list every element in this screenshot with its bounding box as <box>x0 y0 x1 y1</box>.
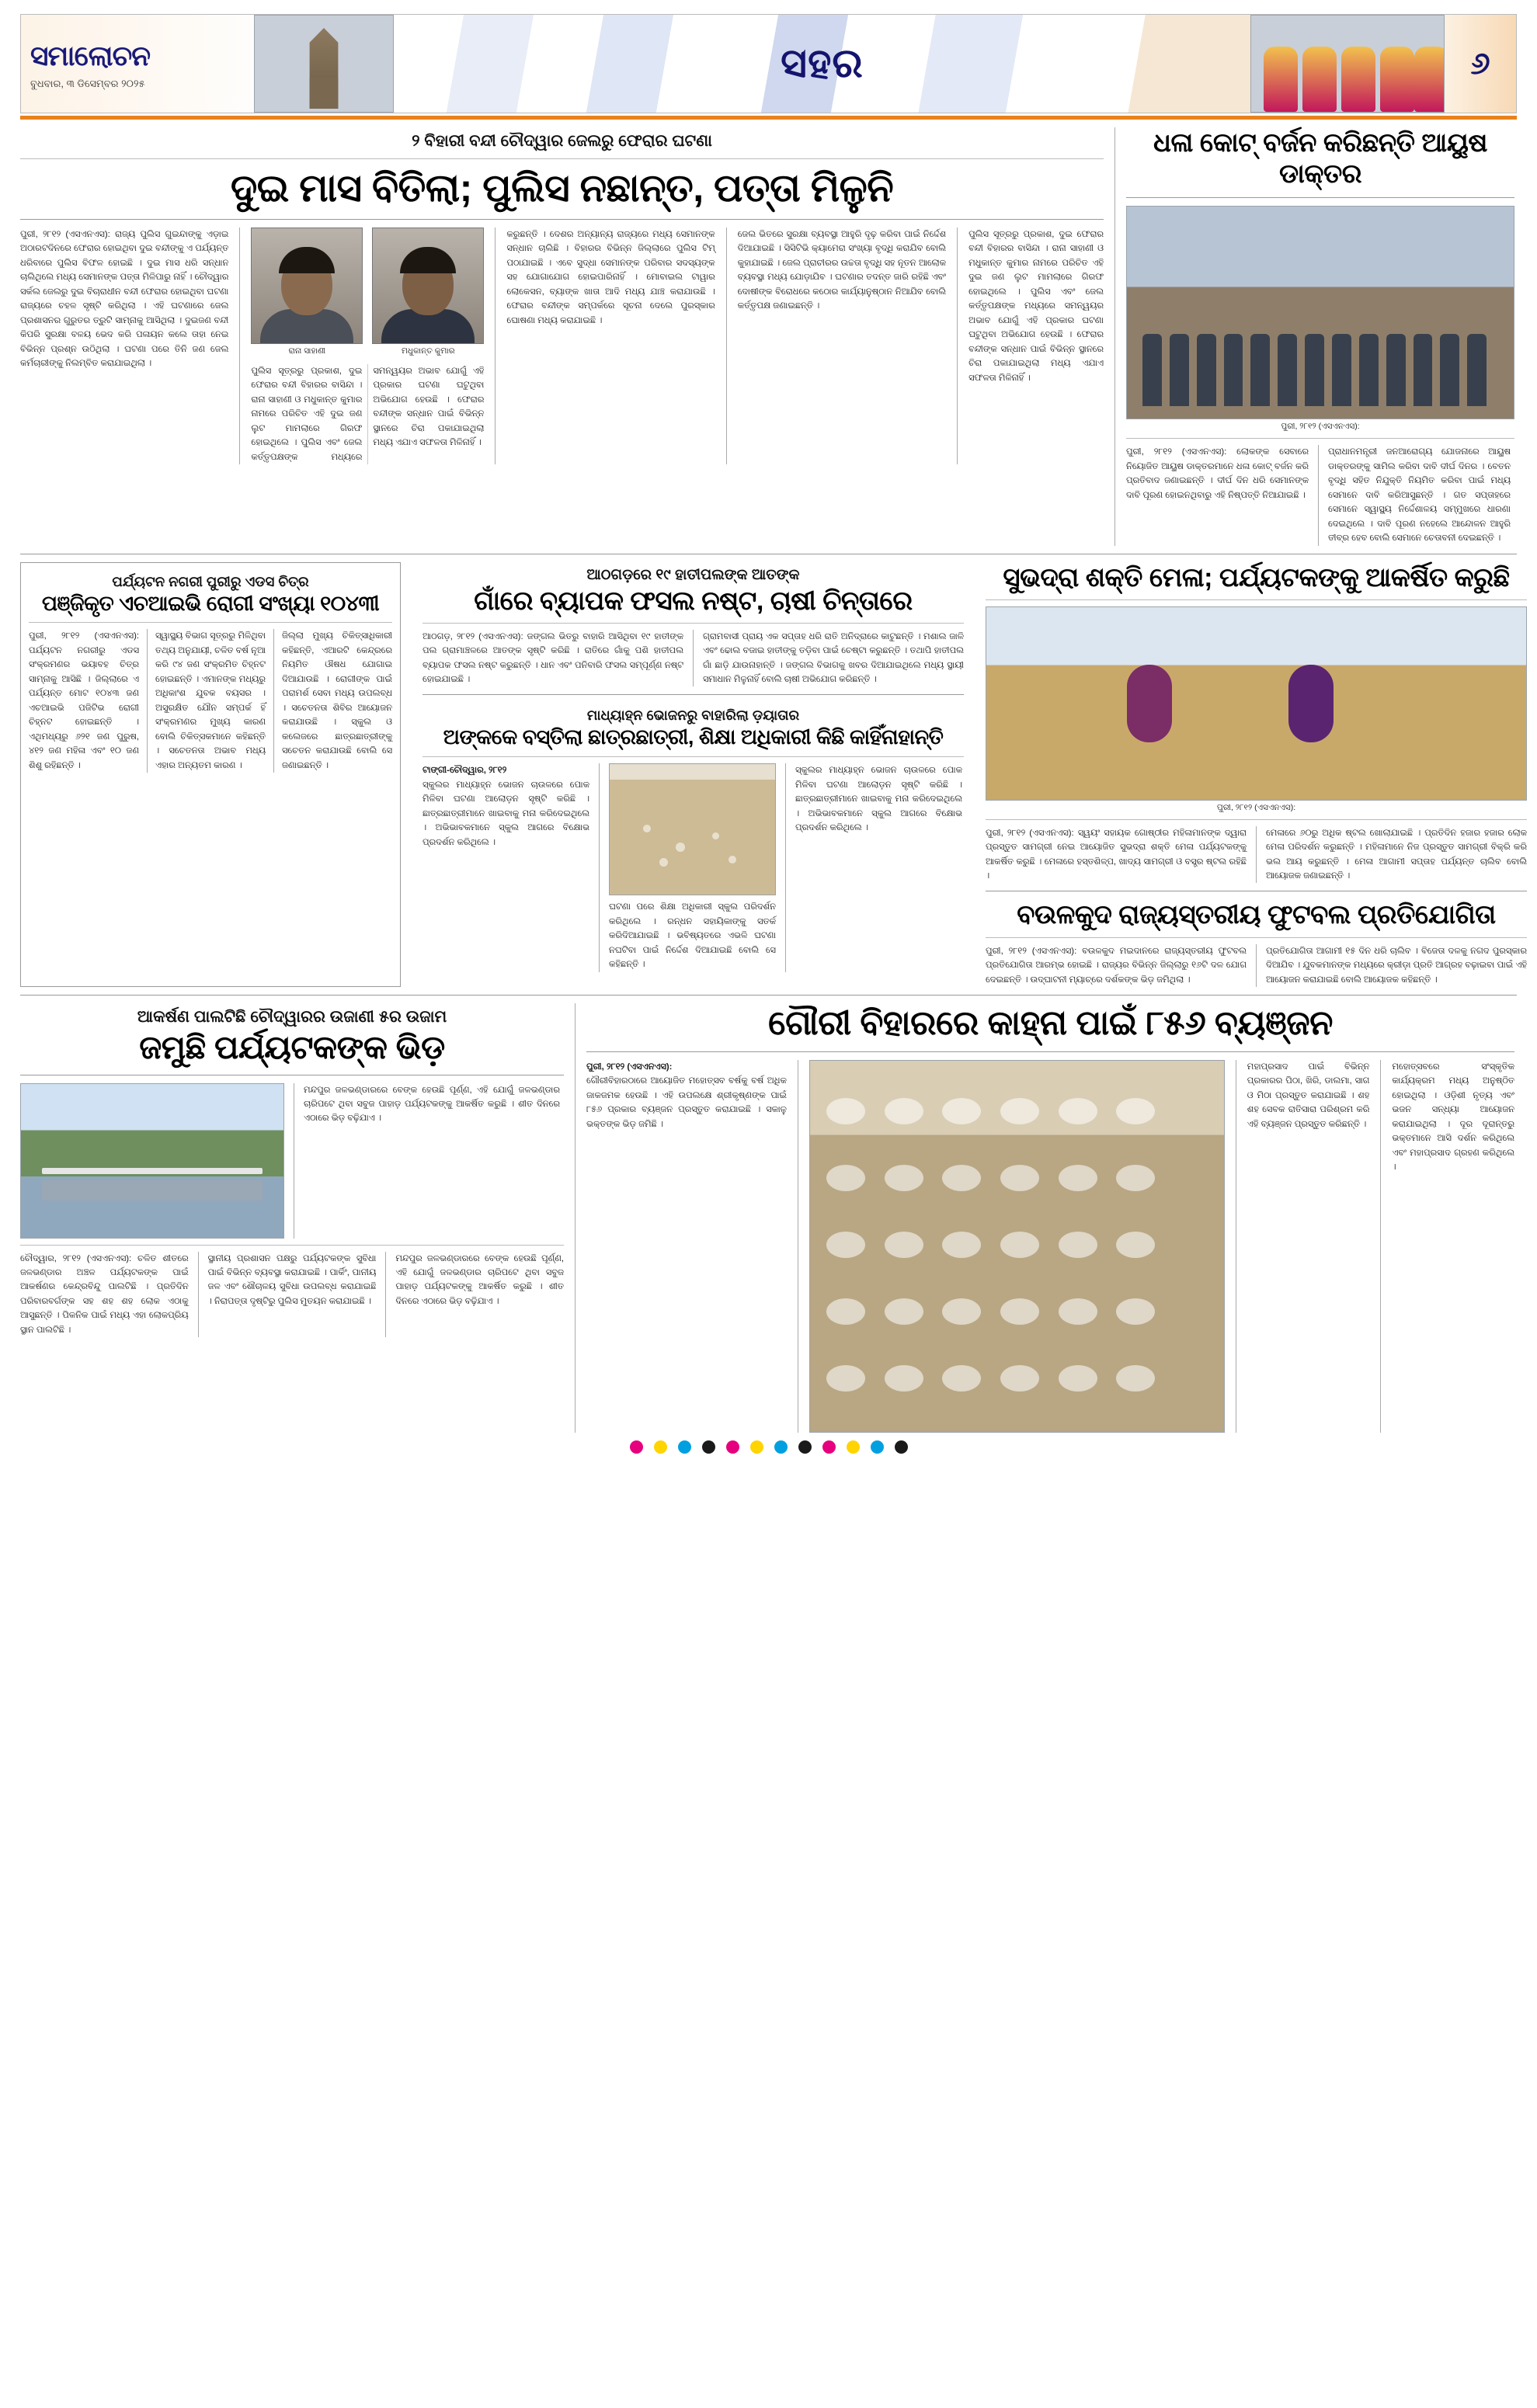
column-rule <box>785 763 786 971</box>
divider <box>423 623 964 624</box>
lead-col-4 <box>738 228 946 464</box>
divider <box>986 937 1527 938</box>
midday-kicker: ମାଧ୍ୟାହ୍ନ ଭୋଜନରୁ ବାହାରିଲା ଡ଼ୟାତାର <box>586 707 800 724</box>
dancer-figure <box>1302 47 1337 112</box>
lead-col-1-text: ପୁରୀ, ୨୮୧୨ (ଏସଏନଏସ): ରାଜ୍ୟ ପୁଲିସ ଗୁଇନ୍ଦାଙ୍କୁ ଏଡ଼ାଇ ଅଠାରଟଦିନରେ ଫେରାର ହୋଇଥିବା ଦୁଇ ବନ୍ଦୀଙ୍କୁ ଏ ପର୍ଯ୍ୟନ୍ତ ଧରିବାରେ ପୁଲିସ ବିଫଳ ହୋଇଛି । ଦୁଇ ମାସ ଧରି ସନ୍ଧାନ ଚାଲିଥିଲେ ମଧ୍ୟ ସେମାନଙ୍କ ପତ୍ତା ମିଳିପାରୁ ନାହିଁ । ଚୌଦ୍ୱାର ସର୍କଲ ଜେଲରୁ ଦୁଇ ବିଚାରାଧୀନ ବନ୍ଦୀ ଫେରାର ହୋଇଥିବା ଘଟଣା ରାଜ୍ୟରେ ଚହଳ ସୃଷ୍ଟି କରିଥିଲା । ଏହି ଘଟଣାରେ ଜେଲ ପ୍ରଶାସନର ଗୁରୁତର ତ୍ରୁଟି ସାମ୍ନାକୁ ଆସିଥିଲା । ଦୁଇଜଣ ବନ୍ଦୀ କିପରି ସୁରକ୍ଷା ବଳୟ ଭେଦ କରି ପଳାୟନ କଲେ ତାହା ନେଇ ବିଭିନ୍ନ ପ୍ରଶ୍ନ ଉଠିଥିଲା । ଘଟଣା ପରେ ତିନି ଜଣ ଜେଲ କର୍ମଚାରୀଙ୍କୁ ନିଲମ୍ବିତ କରାଯାଇଥିଲା । <box>20 230 229 369</box>
masthead-rule <box>20 116 1517 120</box>
gauri-dateline: ପୁରୀ, ୨୮୧୨ (ଏସଏନଏସ): <box>586 1062 673 1072</box>
lead-col-3-text: କରୁଛନ୍ତି । ଦେଶର ଅନ୍ୟାନ୍ୟ ରାଜ୍ୟରେ ମଧ୍ୟ ସେମାନଙ୍କ ସନ୍ଧାନ ଚାଲିଛି । ବିହାରର ବିଭିନ୍ନ ଜିଲ୍ଲାରେ ପୁଲିସ ଟିମ୍ ପଠାଯାଇଛି । ଏବେ ସୁଦ୍ଧା ସେମାନଙ୍କ ପରିବାର ସଦସ୍ୟଙ୍କ ସହ ଯୋଗାଯୋଗ ହୋଇପାରିନାହିଁ । ମୋବାଇଲ ଟାୱାର ଲୋକେସନ, ବ୍ୟାଙ୍କ ଖାତା ଆଦି ମଧ୍ୟ ଯାଞ୍ଚ କରାଯାଉଛି । ଫେରାର ବନ୍ଦୀଙ୍କ ସମ୍ପର୍କରେ ସୂଚନା ଦେଲେ ପୁରସ୍କାର ଘୋଷଣା ମଧ୍ୟ କରାଯାଇଛି । <box>506 230 715 325</box>
gauri-col-2-text: ମହାପ୍ରସାଦ ପାଇଁ ବିଭିନ୍ନ ପ୍ରକାରର ପିଠା, ଖିରି, ଡାଲମା, ସାଗ ଓ ମିଠା ପ୍ରସ୍ତୁତ କରାଯାଇଛି । ଶହ ଶହ ସେବକ ରାତିସାରା ପରିଶ୍ରମ କରି ଏହି ବ୍ୟଞ୍ଜନ ପ୍ରସ୍ତୁତ କରିଛନ୍ତି । <box>1247 1062 1370 1129</box>
midday-col-1-text: ସ୍କୁଲର ମାଧ୍ୟାହ୍ନ ଭୋଜନ ଚାଉଳରେ ପୋକ ମିଳିବା ଘଟଣା ଆଲୋଡ଼ନ ସୃଷ୍ଟି କରିଛି । ଛାତ୍ରଛାତ୍ରୀମାନେ ଖାଇବାକୁ ମନା କରିଦେଇଥିଲେ । ଅଭିଭାବକମାନେ ସ୍କୁଲ ଆଗରେ ବିକ୍ଷୋଭ ପ୍ରଦର୍ଶନ କରିଥିଲେ । <box>423 780 589 847</box>
tourist-intro-text: ମନ୍ଦପୁର ଜଳଭଣ୍ଡାରରେ ବେଙ୍କ ହେଉଛି ପୂର୍ଣ୍ଣ, ଏହି ଯୋଗୁଁ ଜଳଭଣ୍ଡାର ଚାରିପଟେ ଥିବା ସବୁଜ ପାହାଡ଼ ପର୍ଯ୍ୟଟକଙ୍କୁ ଆକର୍ଷିତ କରୁଛି । ଶୀତ ଦିନରେ ଏଠାରେ ଭିଡ଼ ବଢ଼ିଯାଏ । <box>304 1085 560 1124</box>
section-rule <box>1114 127 1115 546</box>
publication-date: ବୁଧବାର, ୩ ଡିସେମ୍ବର ୨୦୨୫ <box>30 77 145 89</box>
publication-logo: ସମାଲୋଚନ <box>30 40 151 72</box>
fair-col-2-text: ମେଳାରେ ୬୦ରୁ ଅଧିକ ଷ୍ଟଲ ଖୋଲାଯାଇଛି । ପ୍ରତିଦିନ ହଜାର ହଜାର ଲୋକ ମେଳା ପରିଦର୍ଶନ କରୁଛନ୍ତି । ମହିଳାମାନେ ନିଜ ପ୍ରସ୍ତୁତ ସାମଗ୍ରୀ ବିକ୍ରି କରି ଭଲ ଆୟ କରୁଛନ୍ତି । ମେଳା ଆଗାମୀ ସପ୍ତାହ ପର୍ଯ୍ୟନ୍ତ ଚାଲିବ ବୋଲି ଆୟୋଜକ ଜଣାଇଛନ୍ତି । <box>1266 828 1527 881</box>
midday-headline: ଅଙ୍କକେ ବସ୍ତିଲା ଛାତ୍ରଛାତ୍ରୀ, ଶିକ୍ଷା ଅଧିକାରୀ କିଛି କାହିଁନାହାନ୍ତି <box>443 725 944 749</box>
top-section <box>20 127 1517 546</box>
middle-center-column <box>423 562 964 988</box>
tourist-col-3-text: ମନ୍ଦପୁର ଜଳଭଣ୍ଡାରରେ ବେଙ୍କ ହେଉଛି ପୂର୍ଣ୍ଣ, ଏହି ଯୋଗୁଁ ଜଳଭଣ୍ଡାର ଚାରିପଟେ ଥିବା ସବୁଜ ପାହାଡ଼ ପର୍ଯ୍ୟଟକଙ୍କୁ ଆକର୍ଷିତ କରୁଛି । ଶୀତ ଦିନରେ ଏଠାରେ ଭିଡ଼ ବଢ଼ିଯାଏ । <box>395 1253 564 1306</box>
elephant-article <box>423 562 964 687</box>
dam-photo <box>20 1083 284 1239</box>
fair-photo-caption: ପୁରୀ, ୨୮୧୨ (ଏସଏନଏସ): <box>1216 802 1296 812</box>
masthead-temple-photo <box>254 15 394 113</box>
lead-headline: ଦୁଇ ମାସ ବିତିଲା; ପୁଲିସ ନଛାନ୍ତ, ପତ୍ତା ମିଳୁନି <box>230 166 894 210</box>
dancer-figure <box>1341 47 1375 112</box>
lead-col-1 <box>20 228 228 464</box>
elephant-col-2-text: ଗ୍ରାମବାସୀ ପ୍ରାୟ ଏକ ସପ୍ତାହ ଧରି ରାତି ଅନିଦ୍ରାରେ କାଟୁଛନ୍ତି । ମଶାଲ ଜାଳି ଏବଂ ଢୋଲ ବଜାଇ ହାତୀଙ୍କୁ ତଡ଼ିବା ପାଇଁ ଚେଷ୍ଟା କରୁଛନ୍ତି । ତଥାପି ହାତୀପଲ ଗାଁ ଛାଡ଼ି ଯାଉନାହାନ୍ତି । ଜଙ୍ଗଲ ବିଭାଗକୁ ଖବର ଦିଆଯାଇଥିଲେ ମଧ୍ୟ ସ୍ଥାୟୀ ସମାଧାନ ମିଳୁନାହିଁ ବୋଲି ଚାଷୀ ଅଭିଯୋଗ କରିଛନ୍ତି । <box>703 631 964 685</box>
divider <box>20 219 1104 220</box>
gauri-col-1-text: ଗୌରୀବିହାରଠାରେ ଆୟୋଜିତ ମହୋତ୍ସବ ବର୍ଷକୁ ବର୍ଷ ଅଧିକ ଜାକଜମକ ହେଉଛି । ଏହି ଉପଲକ୍ଷେ ଶ୍ରୀକୃଷ୍ଣଙ୍କ ପାଇଁ ୮୫୬ ପ୍ରକାର ବ୍ୟଞ୍ଜନ ପ୍ରସ୍ତୁତ କରାଯାଇଛି । ସକାଳୁ ଭକ୍ତଙ୍କ ଭିଡ଼ ଜମିଛି । <box>586 1076 787 1129</box>
fair-col-1-text: ପୁରୀ, ୨୮୧୨ (ଏସଏନଏସ): ସ୍ୱୟଂ ସହାୟକ ଗୋଷ୍ଠୀର ମହିଳାମାନଙ୍କ ଦ୍ୱାରା ପ୍ରସ୍ତୁତ ସାମଗ୍ରୀ ନେଇ ଆୟୋଜିତ ସୁଭଦ୍ରା ଶକ୍ତି ମେଳା ପର୍ଯ୍ୟଟକଙ୍କୁ ଆକର୍ଷିତ କରୁଛି । ମେଳାରେ ହସ୍ତଶିଳ୍ପ, ଖାଦ୍ୟ ସାମଗ୍ରୀ ଓ ବସ୍ତ୍ର ଷ୍ଟଲ ରହିଛି । <box>986 828 1247 881</box>
midday-col-2-text: ଘଟଣା ପରେ ଶିକ୍ଷା ଅଧିକାରୀ ସ୍କୁଲ ପରିଦର୍ଶନ କରିଥିଲେ । ରନ୍ଧନ ସହାୟିକାଙ୍କୁ ସତର୍କ କରିଦିଆଯାଇଛି । ଭବିଷ୍ୟତରେ ଏଭଳି ଘଟଣା ନଘଟିବା ପାଇଁ ନିର୍ଦ୍ଦେଶ ଦିଆଯାଇଛି ବୋଲି ସେ କହିଛନ୍ତି । <box>609 902 776 970</box>
gauri-article <box>586 1003 1514 1433</box>
divider <box>29 622 392 623</box>
doctors-col-1-text: ପୁରୀ, ୨୮୧୨ (ଏସଏନଏସ): ଲୋକଙ୍କ ସେବାରେ ନିୟୋଜିତ ଆୟୁଷ ଡାକ୍ତରମାନେ ଧଳା କୋଟ୍ ବର୍ଜନ କରି ପ୍ରତିବାଦ ଜଣାଇଛନ୍ତି । ଦୀର୍ଘ ଦିନ ଧରି ସେମାନଙ୍କ ଦାବି ପୂରଣ ହୋଇନଥିବାରୁ ଏହି ନିଷ୍ପତ୍ତି ନିଆଯାଇଛି । <box>1126 447 1309 500</box>
fair-article <box>986 562 1527 884</box>
midday-dateline: ଟାଙ୍ଗୀ-ଚୌଦ୍ୱାର, ୨୮୧୨ <box>423 766 507 776</box>
elephant-headline: ଗାଁରେ ବ୍ୟାପକ ଫସଲ ନଷ୍ଟ, ଚାଷୀ ଚିନ୍ତାରେ <box>474 585 913 616</box>
elephant-kicker: ଆଠଗଡ଼ରେ ୧୯ ହାତୀପଲଙ୍କ ଆତଙ୍କ <box>586 566 800 583</box>
football-headline: ବଉଳକୁଦ ରାଜ୍ୟସ୍ତରୀୟ ଫୁଟବଲ ପ୍ରତିଯୋଗିତା <box>1017 900 1496 930</box>
lead-col-4-text: ଜେଲ ଭିତରେ ସୁରକ୍ଷା ବ୍ୟବସ୍ଥା ଆହୁରି ଦୃଢ଼ କରିବା ପାଇଁ ନିର୍ଦ୍ଦେଶ ଦିଆଯାଇଛି । ସିସିଟିଭି କ୍ୟାମେରା ସଂଖ୍ୟା ବୃଦ୍ଧି କରାଯିବ ବୋଲି କୁହାଯାଇଛି । ଜେଲ ପ୍ରାଚୀରର ଉଚ୍ଚତା ବୃଦ୍ଧି ସହ ନୂତନ ଆଲୋକ ବ୍ୟବସ୍ଥା ମଧ୍ୟ ଯୋଡ଼ାଯିବ । ଘଟଣାର ତଦନ୍ତ ଜାରି ରହିଛି ଏବଂ ଦୋଷୀଙ୍କ ବିରୋଧରେ କଠୋର କାର୍ଯ୍ୟାନୁଷ୍ଠାନ ନିଆଯିବ ବୋଲି କର୍ତ୍ତୃପକ୍ଷ ଜଣାଇଛନ୍ତି । <box>737 230 947 311</box>
bottom-section <box>20 1003 1517 1433</box>
doctors-article <box>1126 127 1514 546</box>
doctors-photo-caption: ପୁରୀ, ୨୮୧୨ (ଏସଏନଏସ): <box>1281 422 1360 432</box>
football-col-1-text: ପୁରୀ, ୨୮୧୨ (ଏସଏନଏସ): ବଉଳକୁଦ ମଇଦାନରେ ରାଜ୍ୟସ୍ତରୀୟ ଫୁଟବଲ ପ୍ରତିଯୋଗିତା ଆରମ୍ଭ ହୋଇଛି । ରାଜ୍ୟର ବିଭିନ୍ନ ଜିଲ୍ଲାରୁ ୧୬ଟି ଦଳ ଯୋଗ ଦେଇଛନ୍ତି । ଉଦ୍‌ଘାଟନୀ ମ୍ୟାଚ୍‌ରେ ଦର୍ଶକଙ୍କ ଭିଡ଼ ଜମିଥିଲା । <box>986 946 1247 985</box>
hiv-article <box>20 562 401 988</box>
hiv-col-3-text: ଜିଲ୍ଲା ମୁଖ୍ୟ ଚିକିତ୍ସାଧିକାରୀ କହିଛନ୍ତି, ଏଆରଟି କେନ୍ଦ୍ରରେ ନିୟମିତ ଔଷଧ ଯୋଗାଇ ଦିଆଯାଉଛି । ରୋଗୀଙ୍କ ପାଇଁ ପରାମର୍ଶ ସେବା ମଧ୍ୟ ଉପଲବ୍ଧ । ସଚେତନତା ଶିବିର ଆୟୋଜନ କରାଯାଉଛି । ସ୍କୁଲ ଓ କଲେଜରେ ଛାତ୍ରଛାତ୍ରୀଙ୍କୁ ସଚେତନ କରାଯାଉଛି ବୋଲି ସେ ଜଣାଇଛନ୍ତି । <box>281 631 392 770</box>
divider <box>986 599 1527 600</box>
football-article <box>986 899 1527 987</box>
color-registration-marks <box>20 1440 1517 1454</box>
section-title: ସହର <box>781 40 864 86</box>
mugshot-caption-2: ମଧୁକାନ୍ତ କୁମାର <box>401 346 455 356</box>
column-rule <box>693 630 694 687</box>
hiv-col-1-text: ପୁରୀ, ୨୮୧୨ (ଏସଏନଏସ): ପର୍ଯ୍ୟଟନ ନଗରୀରୁ ଏଡସ ସଂକ୍ରମଣର ଭୟାବହ ଚିତ୍ର ସାମ୍ନାକୁ ଆସିଛି । ଜିଲ୍ଲାରେ ଏ ପର୍ଯ୍ୟନ୍ତ ମୋଟ ୧୦୪୩ ଜଣ ଏଚଆଇଭି ପଜିଟିଭ ରୋଗୀ ଚିହ୍ନଟ ହୋଇଛନ୍ତି । ଏଥିମଧ୍ୟରୁ ୬୨୧ ଜଣ ପୁରୁଷ, ୪୧୨ ଜଣ ମହିଳା ଏବଂ ୧୦ ଜଣ ଶିଶୁ ରହିଛନ୍ତି । <box>29 631 140 770</box>
figure-hair <box>279 247 335 273</box>
fair-photo <box>986 606 1527 801</box>
midday-meal-photo <box>609 763 776 895</box>
midday-col-3-text: ସ୍କୁଲର ମାଧ୍ୟାହ୍ନ ଭୋଜନ ଚାଉଳରେ ପୋକ ମିଳିବା ଘଟଣା ଆଲୋଡ଼ନ ସୃଷ୍ଟି କରିଛି । ଛାତ୍ରଛାତ୍ରୀମାନେ ଖାଇବାକୁ ମନା କରିଦେଇଥିଲେ । ଅଭିଭାବକମାନେ ସ୍କୁଲ ଆଗରେ ବିକ୍ଷୋଭ ପ୍ରଦର୍ଶନ କରିଥିଲେ । <box>795 766 962 833</box>
middle-section <box>20 562 1527 988</box>
mugshot-caption-1: ରାନା ସାହାଣୀ <box>288 346 326 356</box>
gauri-photo-col <box>809 1060 1225 1433</box>
midday-photo-col <box>609 763 776 971</box>
middle-right-column <box>986 562 1527 988</box>
column-rule <box>495 228 496 464</box>
gauri-headline: ଗୌରୀ ବିହାରରେ କାହ୍ନା ପାଇଁ ୮୫୬ ବ୍ୟଞ୍ଜନ <box>768 1004 1333 1042</box>
section-rule <box>575 1003 576 1433</box>
column-rule <box>385 1252 386 1338</box>
masthead-section-banner <box>394 15 1250 113</box>
column-rule <box>1256 826 1257 884</box>
tourist-photo-col <box>20 1083 284 1239</box>
hiv-kicker: ପର୍ଯ୍ୟଟନ ନଗରୀ ପୁରୀରୁ ଏଡସ ଚିତ୍ର <box>112 573 309 589</box>
column-rule <box>147 629 148 773</box>
lead-col-5-text: ପୁଲିସ ସୂତ୍ରରୁ ପ୍ରକାଶ, ଦୁଇ ଫେରାର ବନ୍ଦୀ ବିହାରର ବାସିନ୍ଦା । ରାନା ସାହାଣୀ ଓ ମଧୁକାନ୍ତ କୁମାର ନାମରେ ପରିଚିତ ଏହି ଦୁଇ ଜଣ ଲୁଟ ମାମଲାରେ ଗିରଫ ହୋଇଥିଲେ । ପୁଲିସ ଏବଂ ଜେଲ କର୍ତ୍ତୃପକ୍ଷଙ୍କ ମଧ୍ୟରେ ସମନ୍ୱୟର ଅଭାବ ଯୋଗୁଁ ଏହି ପ୍ରକାର ଘଟଣା ଘଟୁଥିବା ଅଭିଯୋଗ ହେଉଛି । ଫେରାର ବନ୍ଦୀଙ୍କ ସନ୍ଧାନ ପାଇଁ ବିଭିନ୍ନ ସ୍ଥାନରେ ଚିରା ପକାଯାଇଥିଲା ମଧ୍ୟ ଏଯାଏ ସଫଳତା ମିଳିନାହିଁ । <box>968 230 1104 383</box>
lead-col-3 <box>506 228 715 464</box>
temple-icon <box>288 28 360 109</box>
lead-photos <box>251 228 484 464</box>
doctors-protest-photo <box>1126 206 1514 419</box>
tourist-article <box>20 1003 564 1433</box>
column-rule <box>1318 445 1319 545</box>
midday-meal-article <box>423 703 964 971</box>
tourist-col-2-text: ସ୍ଥାନୀୟ ପ୍ରଶାସନ ପକ୍ଷରୁ ପର୍ଯ୍ୟଟକଙ୍କ ସୁବିଧା ପାଇଁ ବିଭିନ୍ନ ବ୍ୟବସ୍ଥା କରାଯାଇଛି । ପାର୍କିଂ, ପାନୀୟ ଜଳ ଏବଂ ଶୌଚାଳୟ ସୁବିଧା ଉପଲବ୍ଧ କରାଯାଇଛି । ନିରାପତ୍ତା ଦୃଷ୍ଟିରୁ ପୁଲିସ ମୁତୟନ କରାଯାଇଛି । <box>207 1253 377 1306</box>
column-rule <box>1380 1060 1381 1433</box>
fair-figures <box>986 607 1526 800</box>
column-rule <box>599 763 600 971</box>
divider <box>986 819 1527 820</box>
masthead-dancers-photo <box>1250 15 1445 113</box>
divider <box>423 756 964 757</box>
dancer-figure <box>1264 47 1298 112</box>
tourist-headline: ଜମୁଛି ପର୍ଯ୍ୟଟକଙ୍କ ଭିଡ଼ <box>139 1029 445 1065</box>
page-number: ୬ <box>1445 15 1516 113</box>
dam-structure <box>21 1084 283 1238</box>
column-rule <box>198 1252 199 1338</box>
lead-col-5 <box>968 228 1104 464</box>
rice-texture <box>610 764 775 895</box>
divider <box>423 694 964 695</box>
tourist-col-1-text: ଚୌଦ୍ୱାର, ୨୮୧୨ (ଏସଏନଏସ): ଚଳିତ ଶୀତରେ ଜଳଭଣ୍ଡାର ଅଞ୍ଚଳ ପର୍ଯ୍ୟଟକଙ୍କ ପାଇଁ ଆକର୍ଷଣର କେନ୍ଦ୍ରବିନ୍ଦୁ ପାଲଟିଛି । ପ୍ରତିଦିନ ପରିବାରବର୍ଗଙ୍କ ସହ ଶହ ଶହ ଲୋକ ଏଠାକୁ ଆସୁଛନ୍ତି । ପିକନିକ ପାଇଁ ମଧ୍ୟ ଏହା ଲୋକପ୍ରିୟ ସ୍ଥାନ ପାଲଟିଛି । <box>20 1253 189 1335</box>
column-rule <box>239 228 240 464</box>
divider <box>20 1245 564 1246</box>
lead-kicker: ୨ ବିହାରୀ ବନ୍ଦୀ ଚୌଦ୍ୱାର ଜେଲରୁ ଫେରାର ଘଟଣା <box>412 132 712 150</box>
figure-hair <box>400 247 456 273</box>
dancer-figure <box>1380 47 1414 112</box>
column-rule <box>1256 944 1257 987</box>
gauri-col-1 <box>586 1060 787 1433</box>
lead-col-2-text: ପୁଲିସ ସୂତ୍ରରୁ ପ୍ରକାଶ, ଦୁଇ ଫେରାର ବନ୍ଦୀ ବିହାରର ବାସିନ୍ଦା । ରାନା ସାହାଣୀ ଓ ମଧୁକାନ୍ତ କୁମାର ନାମରେ ପରିଚିତ ଏହି ଦୁଇ ଜଣ ଲୁଟ ମାମଲାରେ ଗିରଫ ହୋଇଥିଲେ । ପୁଲିସ ଏବଂ ଜେଲ କର୍ତ୍ତୃପକ୍ଷଙ୍କ ମଧ୍ୟରେ ସମନ୍ୱୟର ଅଭାବ ଯୋଗୁଁ ଏହି ପ୍ରକାର ଘଟଣା ଘଟୁଥିବା ଅଭିଯୋଗ ହେଉଛି । ଫେରାର ବନ୍ଦୀଙ୍କ ସନ୍ଧାନ ପାଇଁ ବିଭିନ୍ନ ସ୍ଥାନରେ ଚିରା ପକାଯାଇଥିଲା ମଧ୍ୟ ଏଯାଏ ସଫଳତା ମିଳିନାହିଁ । <box>251 367 485 462</box>
mugshot-photo-1 <box>251 228 363 344</box>
fair-headline: ସୁଭଦ୍ରା ଶକ୍ତି ମେଳା; ପର୍ଯ୍ୟଟକଙ୍କୁ ଆକର୍ଷିତ କରୁଛି <box>1003 562 1510 592</box>
divider <box>1126 197 1514 198</box>
football-col-2-text: ପ୍ରତିଯୋଗିତା ଆଗାମୀ ୧୫ ଦିନ ଧରି ଚାଲିବ । ବିଜେତା ଦଳକୁ ନଗଦ ପୁରସ୍କାର ଦିଆଯିବ । ଯୁବକମାନଙ୍କ ମଧ୍ୟରେ କ୍ରୀଡ଼ା ପ୍ରତି ଆଗ୍ରହ ବଢ଼ାଇବା ପାଇଁ ଏହି ଆୟୋଜନ କରାଯାଇଛି ବୋଲି ଆୟୋଜକ କହିଛନ୍ତି । <box>1266 946 1527 985</box>
masthead <box>20 14 1517 113</box>
midday-col-1 <box>423 763 589 971</box>
dancer-figure <box>1414 47 1445 112</box>
column-rule <box>957 228 958 464</box>
divider <box>586 1051 1514 1052</box>
gauri-col-3-text: ମହୋତ୍ସବରେ ସଂସ୍କୃତିକ କାର୍ଯ୍ୟକ୍ରମ ମଧ୍ୟ ଅନୁଷ୍ଠିତ ହୋଇଥିଲା । ଓଡ଼ିଶୀ ନୃତ୍ୟ ଏବଂ ଭଜନ ସନ୍ଧ୍ୟା ଆୟୋଜନ କରାଯାଇଥିଲା । ଦୂର ଦୂରାନ୍ତରୁ ଭକ୍ତମାନେ ଆସି ଦର୍ଶନ କରିଥିଲେ ଏବଂ ମହାପ୍ରସାଦ ଗ୍ରହଣ କରିଥିଲେ । <box>1392 1062 1514 1173</box>
masthead-brand <box>21 15 254 113</box>
divider <box>1126 438 1514 439</box>
tourist-kicker: ଆକର୍ଷଣ ପାଲଟିଛି ଚୌଦ୍ୱାରର ଉଜାଣୀ ୫ର ଉଜାମ <box>137 1008 447 1026</box>
feast-photo <box>809 1060 1225 1433</box>
column-rule <box>273 629 274 773</box>
hiv-col-2-text: ସ୍ୱାସ୍ଥ୍ୟ ବିଭାଗ ସୂତ୍ରରୁ ମିଳିଥିବା ତଥ୍ୟ ଅନୁଯାୟୀ, ଚଳିତ ବର୍ଷ ନୂଆ କରି ୯୪ ଜଣ ସଂକ୍ରମିତ ଚିହ୍ନଟ ହୋଇଛନ୍ତି । ଏମାନଙ୍କ ମଧ୍ୟରୁ ଅଧିକାଂଶ ଯୁବକ ବୟସର । ଅସୁରକ୍ଷିତ ଯୌନ ସମ୍ପର୍କ ହିଁ ସଂକ୍ରମଣର ମୁଖ୍ୟ କାରଣ ବୋଲି ଚିକିତ୍ସକମାନେ କହିଛନ୍ତି । ସଚେତନତା ଅଭାବ ମଧ୍ୟ ଏହାର ଅନ୍ୟତମ କାରଣ । <box>155 631 266 770</box>
doctors-col-2-text: ପ୍ରାଧାନମନ୍ତ୍ରୀ ଜନଆରୋଗ୍ୟ ଯୋଜନାରେ ଆୟୁଷ ଡାକ୍ତରଙ୍କୁ ସାମିଲ କରିବା ଦାବି ଦୀର୍ଘ ଦିନର । ବେତନ ବୃଦ୍ଧି ସହିତ ନିଯୁକ୍ତି ନିୟମିତ କରିବା ପାଇଁ ମଧ୍ୟ ସେମାନେ ଦାବି କରିଆସୁଛନ୍ତି । ଗତ ସପ୍ତାହରେ ସେମାନେ ସ୍ୱାସ୍ଥ୍ୟ ନିର୍ଦ୍ଦେଶାଳୟ ସମ୍ମୁଖରେ ଧାରଣା ଦେଇଥିଲେ । ଦାବି ପୂରଣ ନହେଲେ ଆନ୍ଦୋଳନ ଆହୁରି ତୀବ୍ର ହେବ ବୋଲି ସେମାନେ ଚେତାବନୀ ଦେଇଛନ୍ତି । <box>1328 447 1511 544</box>
doctors-headline: ଧଳା କୋଟ୍ ବର୍ଜନ କରିଛନ୍ତି ଆୟୁଷ ଡାକ୍ତର <box>1153 128 1487 189</box>
mugshot-photo-2 <box>372 228 484 344</box>
bowls-texture <box>810 1061 1224 1432</box>
hiv-headline: ପଞ୍ଜିକୃତ ଏଚଆଇଭି ରୋଗୀ ସଂଖ୍ୟା ୧୦୪୩ୀ <box>41 591 380 615</box>
section-divider <box>20 995 1517 996</box>
column-rule <box>726 228 727 464</box>
lead-article <box>20 127 1104 546</box>
elephant-col-1-text: ଆଠଗଡ଼, ୨୮୧୨ (ଏସଏନଏସ): ଜଙ୍ଗଲ ଭିତରୁ ବାହାରି ଆସିଥିବା ୧୯ ହାତୀଙ୍କ ପଲ ଗ୍ରାମାଞ୍ଚଳରେ ଆତଙ୍କ ସୃଷ୍ଟି କରିଛି । ରାତିରେ ଗାଁକୁ ପଶି ହାତୀପଲ ବ୍ୟାପକ ଫସଲ ନଷ୍ଟ କରୁଛନ୍ତି । ଧାନ ଏବଂ ପନିବାରି ଫସଲ ସମ୍ପୂର୍ଣ୍ଣ ନଷ୍ଟ ହୋଇଯାଇଛି । <box>423 631 683 685</box>
divider <box>20 158 1104 159</box>
